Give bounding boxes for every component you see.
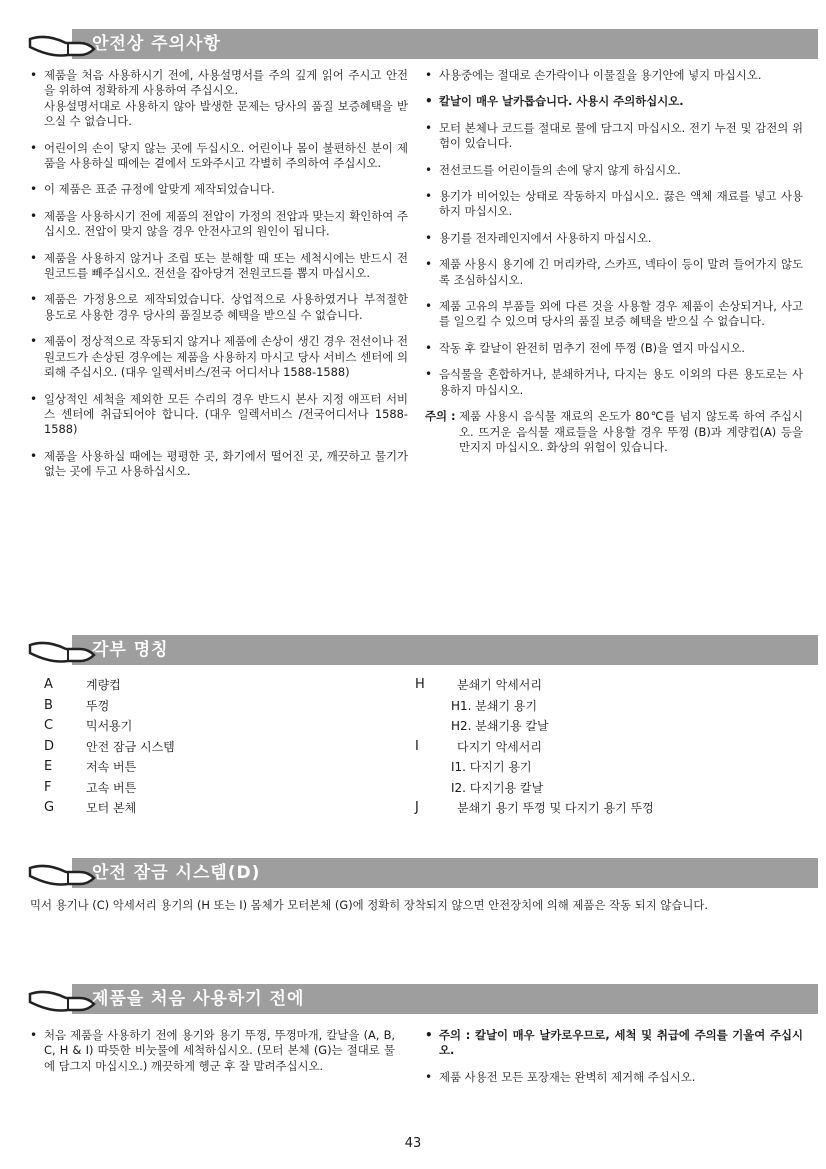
part-row xyxy=(44,798,384,819)
list-item-text: 일상적인 세척을 제외한 모든 수리의 경우 반드시 본사 지정 애프터 서비스 센터에 취급되어야 합니다. (대우 일렉서비스 /전국어디서나 1588-1588) xyxy=(44,391,408,437)
note-text: 칼날이 매우 날카로우므로, 세척 및 취급에 주의를 기울여 주십시오. xyxy=(439,1028,803,1058)
list-item xyxy=(30,251,408,282)
list-item xyxy=(425,341,803,356)
list-item xyxy=(425,1070,803,1085)
part-letter: J xyxy=(415,800,419,815)
list-item xyxy=(30,334,408,380)
list-item xyxy=(30,1028,395,1074)
section-title: 각부 명칭 xyxy=(92,640,169,660)
part-name: 분쇄기 용기 뚜껑 및 다지기 용기 뚜껑 xyxy=(457,801,654,815)
note-text: 제품 사용시 음식물 재료의 온도가 80℃를 넘지 않도록 하여 주십시오. 뜨거운 음식물 재료들을 사용할 경우 뚜껑 (B)과 계량컵(A) 등을 만지지 마십시오. 화상의 위험이 있습니다. xyxy=(459,409,803,454)
list-item-text: 제품을 사용하시기 전에 제품의 전압이 가정의 전압과 맞는지 확인하여 주십시오. 전압이 맞지 않을 경우 안전사고의 원인이 됩니다. xyxy=(44,208,408,239)
part-name: 믹서용기 xyxy=(86,719,133,733)
lock-description: 믹서 용기나 (C) 악세서리 용기의 (H 또는 I) 몸체가 모터본체 (G)에 정확히 장착되지 않으면 안전장치에 의해 제품은 작동 되지 않습니다. xyxy=(30,898,708,912)
list-item-text: 제품 사용전 모든 포장재는 완벽히 제거해 주십시오. xyxy=(439,1069,696,1084)
part-name: 계량컵 xyxy=(86,678,121,692)
list-item xyxy=(425,189,803,220)
list-item-extra-text: 사용설명서대로 사용하지 않아 발생한 문제는 당사의 품질 보증혜택을 받으실 수 없습니다. xyxy=(44,98,408,129)
first-use-right-column xyxy=(425,1028,803,1096)
part-row xyxy=(415,757,805,778)
part-name: H2. 분쇄기용 칼날 xyxy=(451,719,549,733)
part-row xyxy=(44,696,384,717)
list-item-text: 사용중에는 절대로 손가락이나 이물질을 용기안에 넣지 마십시오. xyxy=(439,68,762,82)
list-item xyxy=(30,68,408,130)
part-row xyxy=(415,696,805,717)
first-use-warning xyxy=(425,1028,803,1059)
list-item xyxy=(425,68,803,83)
list-item xyxy=(30,182,408,197)
part-name: 뚜껑 xyxy=(86,698,110,713)
part-name: 모터 본체 xyxy=(86,801,137,815)
section-header-lock xyxy=(28,858,818,888)
parts-list-right xyxy=(415,675,805,819)
list-item-text: 용기가 비어있는 상태로 작동하지 마십시오. 끓은 액체 재료를 넣고 사용하지 마십시오. xyxy=(439,189,803,219)
list-item-text: 음식물을 혼합하거나, 분쇄하거나, 다지는 용도 이외의 다른 용도로는 사용하지 마십시오. xyxy=(439,367,803,397)
part-row xyxy=(415,737,805,758)
list-item xyxy=(30,209,408,240)
list-item-text: 제품 사용시 용기에 긴 머리카락, 스카프, 넥타이 등이 말려 들어가지 않도록 조심하십시오. xyxy=(439,257,803,287)
list-item-text: 칼날이 매우 날카롭습니다. 사용시 주의하십시오. xyxy=(439,94,684,109)
list-item-text: 작동 후 칼날이 완전히 멈추기 전에 뚜껑 (B)을 열지 마십시오. xyxy=(439,340,745,355)
part-row xyxy=(44,778,384,799)
part-row xyxy=(44,757,384,778)
part-name: 분쇄기 악세서리 xyxy=(457,678,542,692)
list-item xyxy=(30,449,408,480)
safety-note xyxy=(425,409,803,455)
part-letter: A xyxy=(44,677,53,692)
list-item xyxy=(425,257,803,288)
list-item-text: 제품을 사용하지 않거나 조립 또는 분해할 때 또는 세척시에는 반드시 전원코드를 빼주십시오. 전선을 잡아당겨 전원코드를 뽑지 마십시오. xyxy=(44,250,408,281)
part-name: 안전 잠금 시스템 xyxy=(86,739,175,754)
list-item-text: 전선코드를 어린이들의 손에 닿지 않게 하십시오. xyxy=(439,162,681,177)
note-label: 주의 : xyxy=(439,1028,471,1042)
section-title: 제품을 처음 사용하기 전에 xyxy=(92,989,305,1009)
list-item xyxy=(30,292,408,323)
part-row xyxy=(415,798,805,819)
part-row xyxy=(415,675,805,696)
part-letter: B xyxy=(44,697,53,713)
list-item-text: 용기를 전자레인지에서 사용하지 마십시오. xyxy=(439,230,652,245)
list-item-text: 이 제품은 표준 규정에 알맞게 제작되었습니다. xyxy=(44,182,275,197)
list-item-text: 처음 제품을 사용하기 전에 용기와 용기 뚜껑, 뚜껑마개, 칼날을 (A, B, C, H & I) 따뜻한 비눗물에 세척하십시오. (모터 본체 (G)는 절대로 물에 담그지 마십시오.) 깨끗하게 헹군 후 잘 말려주십시오. xyxy=(44,1028,395,1073)
part-name: H1. 분쇄기 용기 xyxy=(451,698,538,713)
part-letter: H xyxy=(415,677,425,692)
part-name: I2. 다지기용 칼날 xyxy=(451,780,544,795)
list-item-text: 제품을 처음 사용하시기 전에, 사용설명서를 주의 깊게 읽어 주시고 안전을 위하여 정확하게 사용하여 주십시오. xyxy=(44,68,408,98)
parts-list-left xyxy=(44,675,384,819)
part-row xyxy=(415,716,805,737)
part-name: 다지기 악세서리 xyxy=(457,739,542,754)
note-label: 주의 : xyxy=(425,409,456,424)
part-letter: I xyxy=(415,738,419,754)
list-item xyxy=(425,367,803,398)
section-header-safety xyxy=(28,29,818,59)
list-item xyxy=(425,94,803,109)
list-item xyxy=(425,299,803,330)
list-item-text: 제품을 사용하실 때에는 평평한 곳, 화기에서 떨어진 곳, 깨끗하고 물기가 없는 곳에 두고 사용하십시오. xyxy=(44,448,408,479)
part-name: 고속 버튼 xyxy=(86,780,137,795)
list-item xyxy=(30,141,408,172)
part-name: I1. 다지기 용기 xyxy=(451,760,532,774)
list-item xyxy=(425,121,803,152)
first-use-left-column xyxy=(30,1028,395,1085)
section-header-first-use xyxy=(28,984,818,1014)
list-item-text: 제품이 정상적으로 작동되지 않거나 제품에 손상이 생긴 경우 전선이나 전원코드가 손상된 경우에는 제품을 사용하지 마시고 당사 서비스 센터에 의뢰해 주십시오. (대우 일렉서비스/전국 어디서나 1588-1588) xyxy=(44,334,408,380)
list-item xyxy=(30,392,408,438)
section-header-parts xyxy=(28,635,818,665)
section-title: 안전 잠금 시스템(D) xyxy=(92,863,261,883)
part-row xyxy=(415,778,805,799)
safety-right-column xyxy=(425,68,803,455)
part-row xyxy=(44,675,384,696)
part-row xyxy=(44,737,384,758)
list-item-text: 모터 본체나 코드를 절대로 물에 담그지 마십시오. 전기 누전 및 감전의 위험이 있습니다. xyxy=(439,120,803,151)
list-item xyxy=(425,231,803,246)
list-item-text: 제품은 가정용으로 제작되었습니다. 상업적으로 사용하였거나 부적절한 용도로 사용한 경우 당사의 품질보증 혜택을 받으실 수 없습니다. xyxy=(44,292,408,322)
list-item-text: 어린이의 손이 닿지 않는 곳에 두십시오. 어린이나 몸이 불편하신 분이 제품을 사용하실 때에는 곁에서 도와주시고 각별히 주의하여 주십시오. xyxy=(44,140,408,171)
list-item xyxy=(425,163,803,178)
safety-left-column xyxy=(30,68,408,491)
part-letter: F xyxy=(44,779,52,795)
page-number: 43 xyxy=(404,1136,422,1151)
list-item-text: 제품 고유의 부품들 외에 다른 것을 사용할 경우 제품이 손상되거나, 사고를 일으킬 수 있으며 당사의 품질 보증 혜택을 받으실 수 없습니다. xyxy=(439,299,803,329)
section-title: 안전상 주의사항 xyxy=(92,34,221,54)
part-letter: G xyxy=(44,800,55,815)
part-name: 저속 버튼 xyxy=(86,760,137,774)
part-letter: D xyxy=(44,738,55,754)
part-letter: E xyxy=(44,759,53,774)
part-row xyxy=(44,716,384,737)
part-letter: C xyxy=(44,718,54,733)
